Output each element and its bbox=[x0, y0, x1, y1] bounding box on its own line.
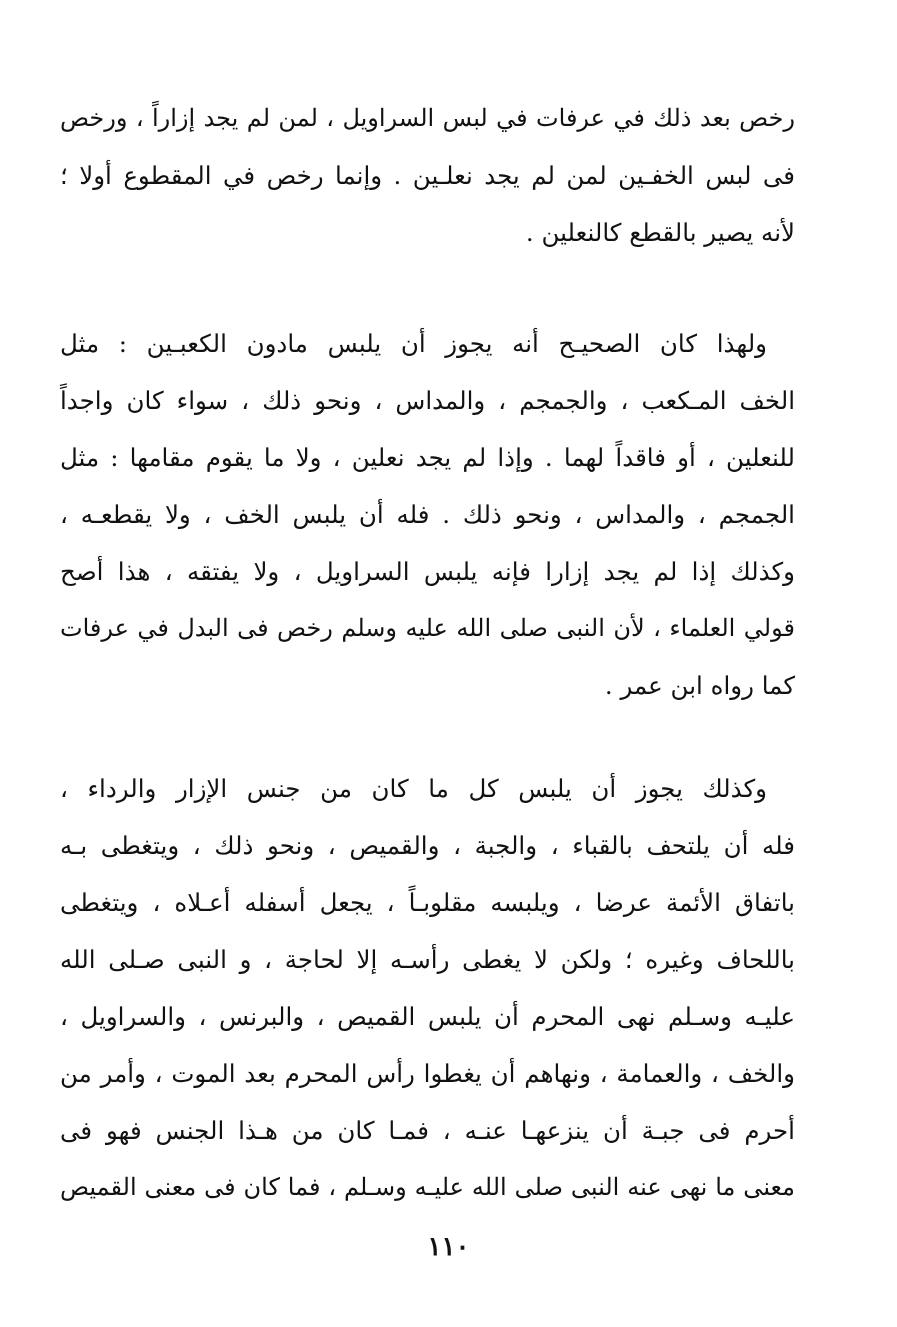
text-line: قولي العلماء ، لأن النبى صلى الله عليه وسلم رخص فى البدل في عرفات bbox=[60, 614, 795, 642]
page-body bbox=[60, 90, 795, 1216]
text-line: معنى ما نهى عنه النبى صلى الله عليـه وسـلم ، فما كان فى معنى القميص bbox=[60, 1173, 795, 1201]
page-number: ١١٠ bbox=[427, 1232, 470, 1262]
text-line: والخف ، والعمامة ، ونهاهم أن يغطوا رأس المحرم بعد الموت ، وأمر من bbox=[60, 1059, 795, 1088]
text-line: فى لبس الخفـين لمن لم يجد نعلـين . وإنما رخص في المقطوع أولا ؛ bbox=[60, 161, 795, 190]
text-line: للنعلين ، أو فاقداً لهما . وإذا لم يجد نعلين ، ولا ما يقوم مقامها : مثل bbox=[60, 443, 795, 472]
text-line: الجمجم ، والمداس ، ونحو ذلك . فله أن يلبس الخف ، ولا يقطعـه ، bbox=[60, 500, 795, 529]
paragraph-2 bbox=[60, 315, 795, 714]
paragraph-3 bbox=[60, 760, 795, 1216]
text-line: وكذلك يجوز أن يلبس كل ما كان من جنس الإزار والرداء ، bbox=[60, 774, 767, 803]
text-line: أحرم فى جبـة أن ينزعهـا عنـه ، فمـا كان من هـذا الجنس فهو فى bbox=[60, 1116, 795, 1145]
text-line: فله أن يلتحف بالقباء ، والجبة ، والقميص ، ونحو ذلك ، ويتغطى بـه bbox=[60, 831, 795, 860]
text-line: رخص بعد ذلك في عرفات في لبس السراويل ، لمن لم يجد إزاراً ، ورخص bbox=[60, 104, 795, 132]
text-line: وكذلك إذا لم يجد إزارا فإنه يلبس السراويل ، ولا يفتقه ، هذا أصح bbox=[60, 557, 795, 586]
text-line: عليـه وسـلم نهى المحرم أن يلبس القميص ، والبرنس ، والسراويل ، bbox=[60, 1002, 795, 1031]
text-line: لأنه يصير بالقطع كالنعلين . bbox=[525, 218, 795, 247]
text-line: كما رواه ابن عمر . bbox=[604, 671, 795, 700]
text-line: باللحاف وغيره ؛ ولكن لا يغطى رأسـه إلا لحاجة ، و النبى صـلى الله bbox=[60, 945, 795, 974]
text-line: الخف المـكعب ، والجمجم ، والمداس ، ونحو ذلك ، سواء كان واجداً bbox=[60, 386, 795, 415]
paragraph-1 bbox=[60, 90, 795, 261]
text-line: باتفاق الأئمة عرضا ، ويلبسه مقلوبـاً ، يجعل أسفله أعـلاه ، ويتغطى bbox=[60, 888, 795, 917]
text-line: ولهذا كان الصحيـح أنه يجوز أن يلبس مادون الكعبـين : مثل bbox=[60, 329, 767, 358]
